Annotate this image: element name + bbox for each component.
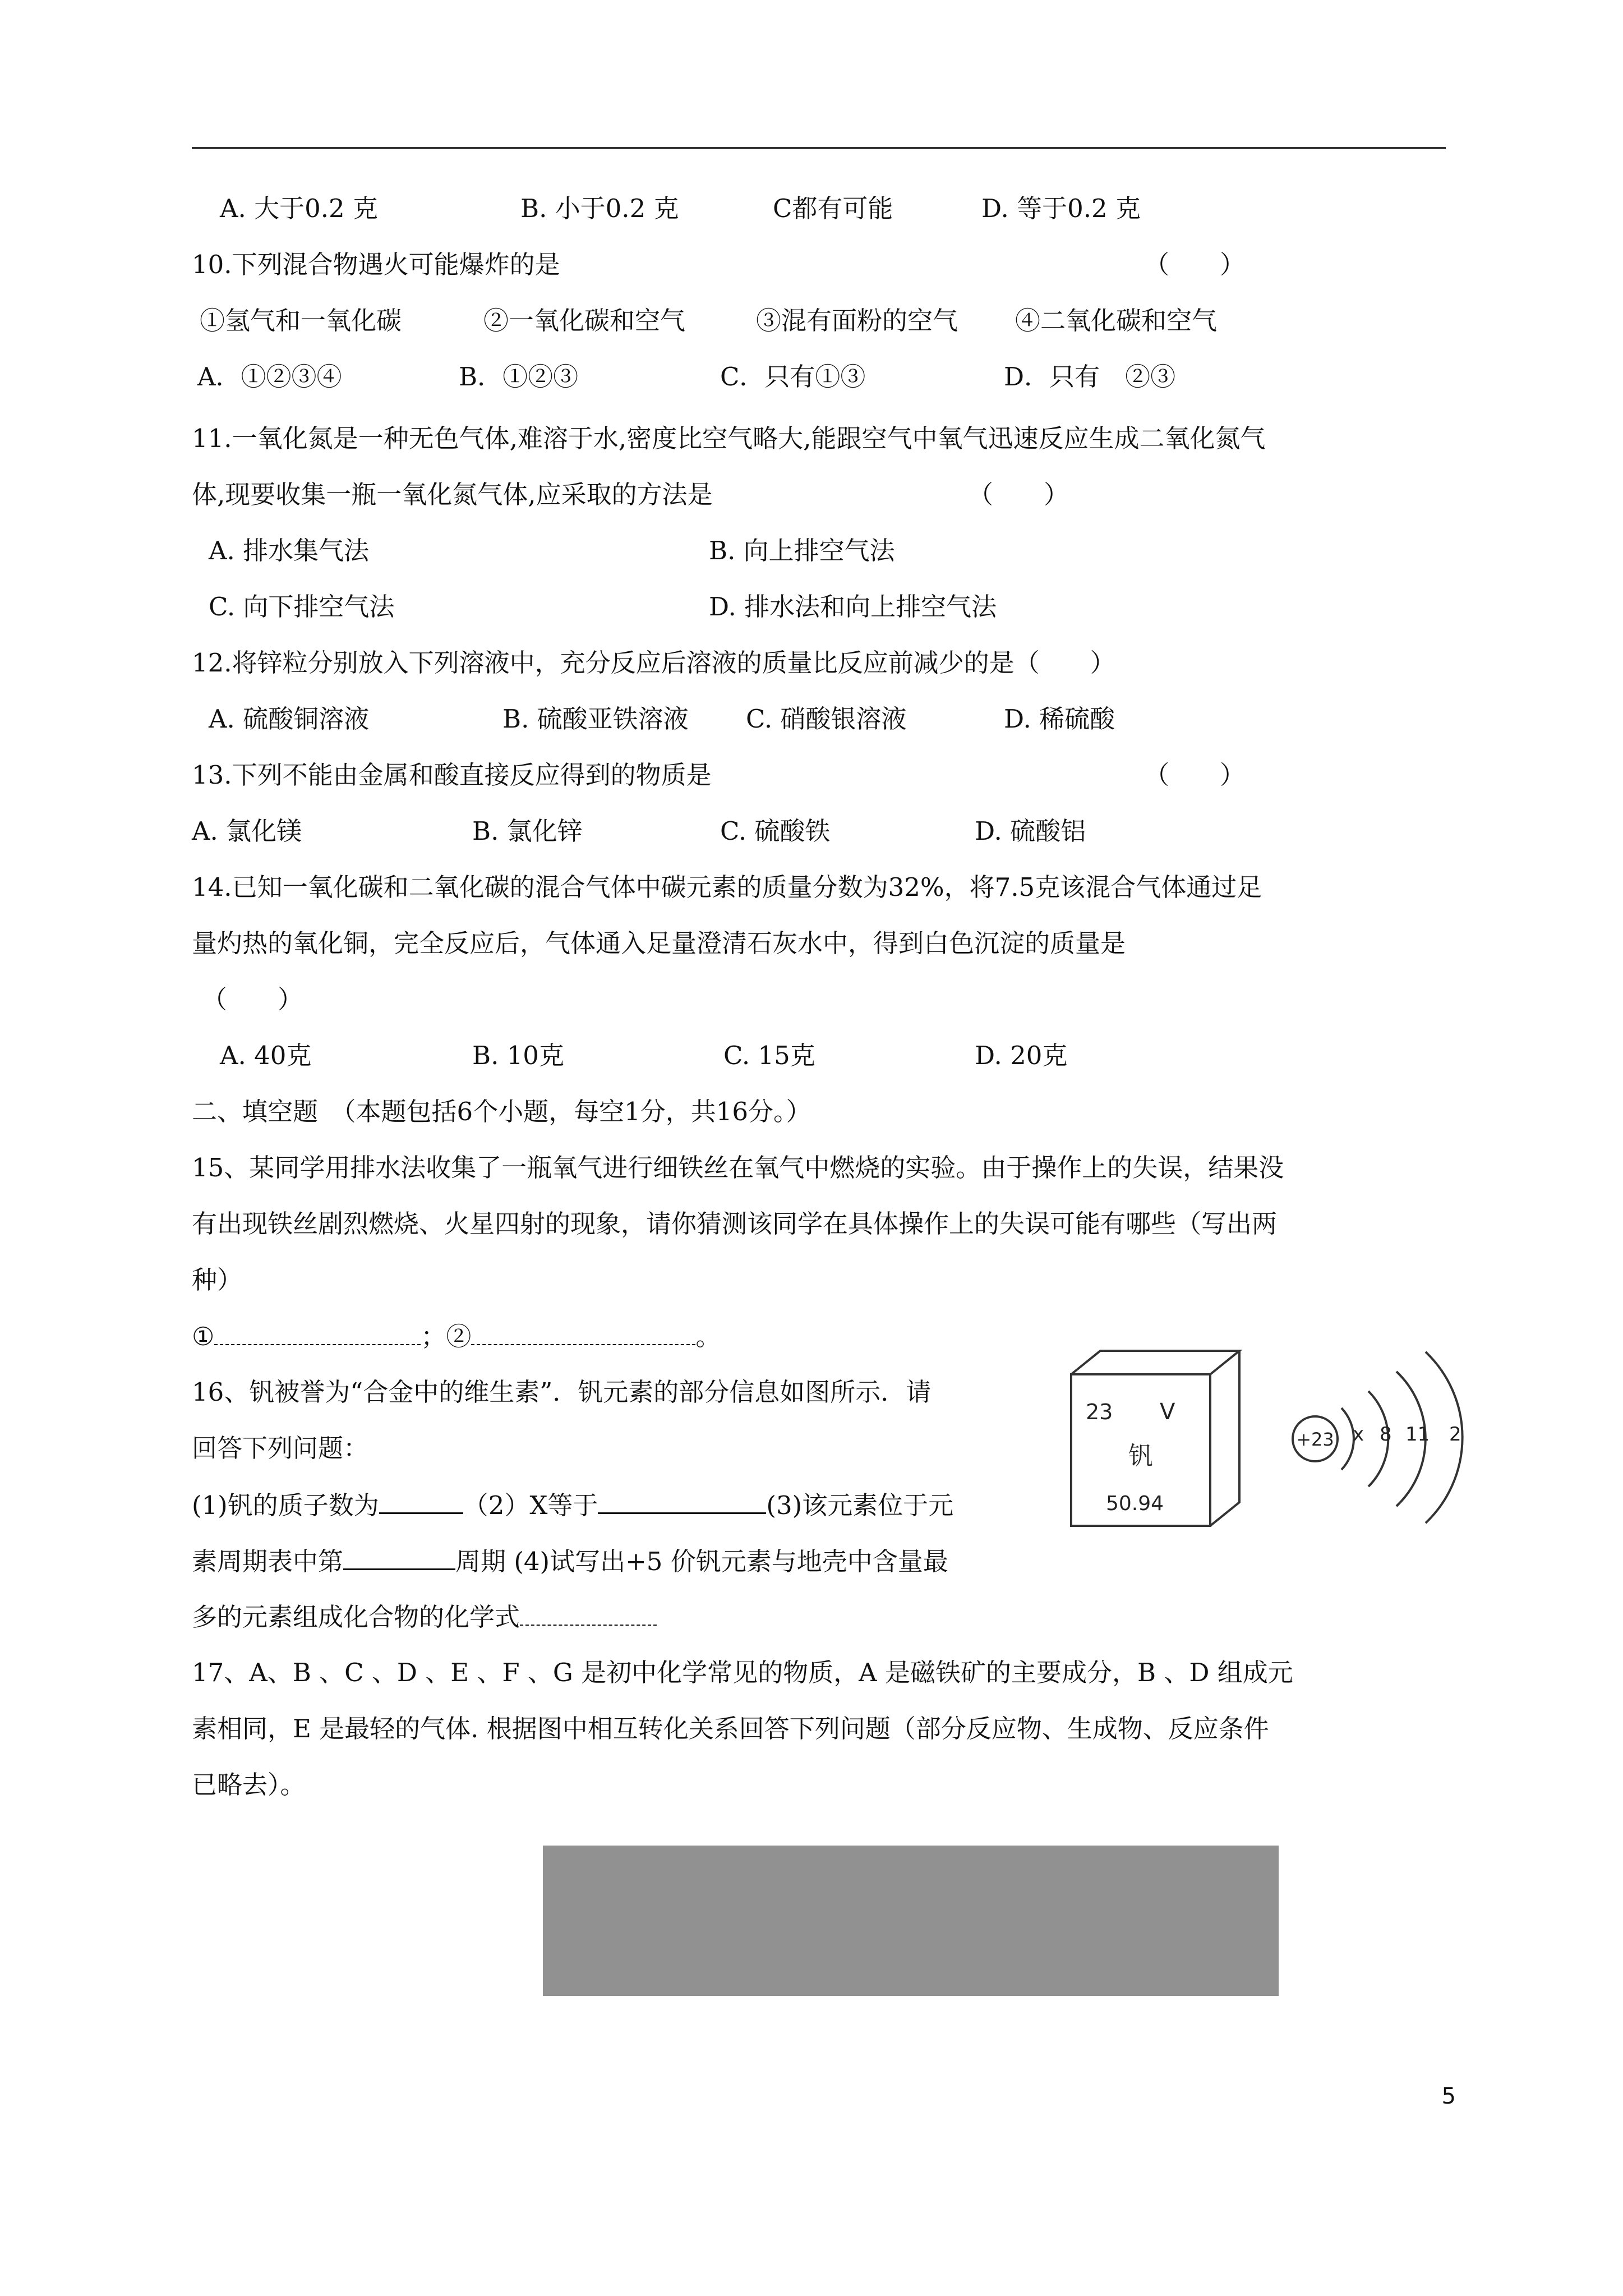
q10-item-1: ①氢气和一氧化碳 (200, 306, 402, 335)
q16-part-2: （2）X等于 (463, 1490, 598, 1520)
tile-top-face (1071, 1351, 1239, 1374)
q11-option-d: D. 排水法和向上排空气法 (709, 592, 997, 622)
q13-paren: （ ） (1144, 760, 1246, 790)
q15-separator: ；② (421, 1322, 472, 1351)
q16-blank-1[interactable] (379, 1488, 463, 1514)
q17-line-2: 素相同，E 是最轻的气体. 根据图中相互转化关系回答下列问题（部分反应物、生成物、反应条件 (192, 1714, 1269, 1743)
tile-element-name: 钒 (1128, 1442, 1153, 1470)
q16-line-1: 16、钒被誉为“合金中的维生素”．钒元素的部分信息如图所示．请 (192, 1377, 932, 1407)
q15-line-2: 有出现铁丝剧烈燃烧、火星四射的现象，请你猜测该同学在具体操作上的失误可能有哪些（写出两 (192, 1209, 1278, 1239)
q10-paren: （ ） (1144, 250, 1246, 279)
q9-option-a: A. 大于0.2 克 (220, 194, 378, 223)
q12-stem: 12.将锌粒分别放入下列溶液中，充分反应后溶液的质量比反应前减少的是（ ） (192, 648, 1115, 678)
q13-option-d: D. 硫酸铝 (975, 816, 1086, 846)
atom-shell-2-count: 8 (1380, 1423, 1392, 1446)
page-number: 5 (1441, 2083, 1456, 2109)
atom-shell-1-count: x (1353, 1423, 1364, 1446)
tile-symbol: V (1160, 1399, 1175, 1425)
element-tile-figure (1066, 1346, 1245, 1537)
q16-line-5 (192, 1600, 657, 1634)
q10-stem: 10.下列混合物遇火可能爆炸的是 (192, 250, 560, 279)
q9-option-b: B. 小于0.2 克 (520, 194, 679, 223)
q12-option-a: A. 硫酸铜溶液 (209, 704, 370, 734)
atom-structure-figure (1290, 1341, 1475, 1526)
atom-shell-4-count: 2 (1449, 1423, 1461, 1446)
q10-option-b: B．①②③ (459, 362, 579, 392)
q16-part-6: 多的元素组成化合物的化学式 (192, 1602, 520, 1632)
q12-option-d: D. 稀硫酸 (1004, 704, 1115, 734)
q15-line-3: 种） (192, 1265, 243, 1295)
q16-blank-2[interactable] (598, 1488, 766, 1514)
q14-line-2: 量灼热的氧化铜，完全反应后，气体通入足量澄清石灰水中，得到白色沉淀的质量是 (192, 928, 1126, 958)
q16-line-3 (192, 1488, 953, 1522)
q14-option-a: A. 40克 (220, 1041, 312, 1070)
q12-option-c: C. 硝酸银溶液 (746, 704, 907, 734)
q14-option-b: B. 10克 (472, 1041, 564, 1070)
q16-blank-3[interactable] (343, 1544, 455, 1570)
q17-line-1: 17、A、B 、C 、D 、E 、F 、G 是初中化学常见的物质，A 是磁铁矿的主要成分，B 、D 组成元 (192, 1658, 1293, 1687)
q10-item-4: ④二氧化碳和空气 (1015, 306, 1218, 335)
atom-shell-1 (1341, 1408, 1354, 1470)
q10-item-2: ②一氧化碳和空气 (483, 306, 686, 335)
q14-paren: （ ） (202, 984, 303, 1014)
q16-part-1: (1)钒的质子数为 (192, 1490, 379, 1520)
q10-item-3: ③混有面粉的空气 (756, 306, 958, 335)
q16-line-2: 回答下列问题： (192, 1433, 369, 1463)
q14-option-d: D. 20克 (975, 1041, 1068, 1070)
q15-blank-2[interactable] (471, 1319, 695, 1345)
q11-line-1: 11.一氧化氮是一种无色气体,难溶于水,密度比空气略大,能跟空气中氧气迅速反应生成二氧化氮气 (192, 424, 1266, 453)
q17-diagram-placeholder (543, 1846, 1279, 1996)
q9-option-d: D. 等于0.2 克 (981, 194, 1141, 223)
q16-line-4 (192, 1544, 948, 1579)
q10-option-c: C．只有①③ (720, 362, 866, 392)
tile-atomic-number: 23 (1086, 1400, 1113, 1424)
q13-option-c: C. 硫酸铁 (720, 816, 831, 846)
q11-option-b: B. 向上排空气法 (709, 536, 895, 565)
q10-option-d: D．只有 ②③ (1004, 362, 1176, 392)
q11-paren: （ ） (968, 480, 1069, 509)
q13-option-a: A. 氯化镁 (192, 816, 302, 846)
tile-side-face (1210, 1351, 1239, 1526)
atom-nucleus-charge: +23 (1296, 1429, 1334, 1450)
q16-part-5: 周期 (4)试写出+5 价钒元素与地壳中含量最 (455, 1547, 948, 1576)
header-rule (192, 147, 1446, 149)
q9-option-c: C都有可能 (773, 194, 893, 223)
section-heading: 二、填空题 （本题包括6个小题，每空1分，共16分。） (192, 1097, 811, 1126)
q11-line-2: 体,现要收集一瓶一氧化氮气体,应采取的方法是 (192, 480, 713, 509)
q13-option-b: B. 氯化锌 (472, 816, 583, 846)
q15-answer-line (192, 1319, 721, 1354)
q15-label-1: ① (192, 1322, 215, 1351)
q17-line-3: 已略去）。 (192, 1770, 306, 1800)
q13-stem: 13.下列不能由金属和酸直接反应得到的物质是 (192, 760, 712, 790)
q15-blank-1[interactable] (214, 1319, 421, 1345)
q11-option-c: C. 向下排空气法 (209, 592, 395, 622)
q10-option-a: A．①②③④ (197, 362, 342, 392)
q14-line-1: 14.已知一氧化碳和二氧化碳的混合气体中碳元素的质量分数为32%，将7.5克该混合气体通过足 (192, 872, 1262, 902)
q11-option-a: A. 排水集气法 (209, 536, 370, 565)
q16-part-4: 素周期表中第 (192, 1547, 344, 1576)
atom-shell-3-count: 11 (1405, 1423, 1430, 1446)
q14-option-c: C. 15克 (723, 1041, 815, 1070)
q15-line-1: 15、某同学用排水法收集了一瓶氧气进行细铁丝在氧气中燃烧的实验。由于操作上的失误，结果没 (192, 1153, 1284, 1182)
q16-blank-4[interactable] (520, 1600, 657, 1626)
q16-part-3: (3)该元素位于元 (766, 1490, 954, 1520)
tile-atomic-mass: 50.94 (1106, 1492, 1164, 1515)
q15-end: 。 (695, 1322, 721, 1351)
q12-option-b: B. 硫酸亚铁溶液 (502, 704, 689, 734)
